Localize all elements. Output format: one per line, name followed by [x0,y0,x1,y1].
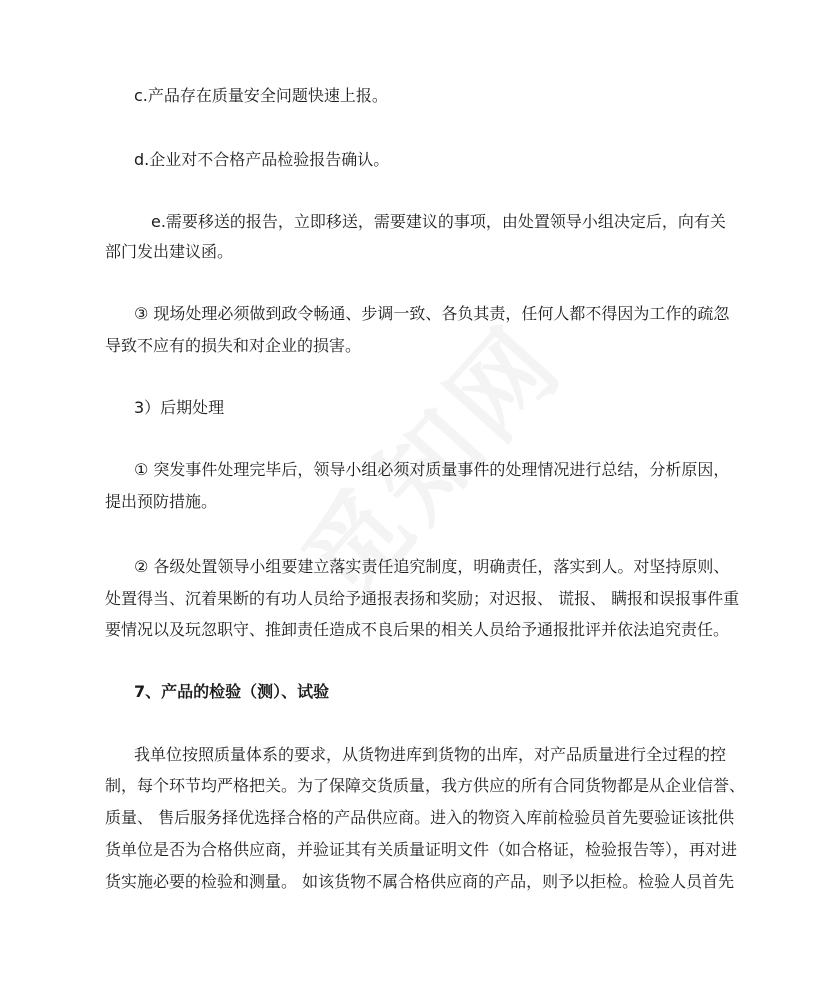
item-d: d.企业对不合格产品检验报告确认。 [134,150,390,169]
paragraph-line-5: 货实施必要的检验和测量。 如该货物不属合格供应商的产品，则予以拒检。检验人员首先 [105,872,735,891]
paragraph-line-2: 制，每个环节均严格把关。为了保障交货质量，我方供应的所有合同货物都是从企业信誉、 [105,776,746,795]
paragraph-line-1: 我单位按照质量体系的要求，从货物进库到货物的出库，对产品质量进行全过程的控 [134,745,727,764]
item-1-line-2: 提出预防措施。 [105,492,218,511]
item-2-line-3: 要情况以及玩忽职守、推卸责任造成不良后果的相关人员给予通报批评并依法追究责任。 [105,620,730,639]
item-3-line-2: 导致不应有的损失和对企业的损害。 [105,336,362,355]
item-e-line-2: 部门发出建议函。 [105,242,234,261]
item-c: c.产品存在质量安全问题快速上报。 [134,86,388,105]
item-2-line-2: 处置得当、沉着果断的有功人员给予通报表扬和奖励；对迟报、 谎报、 瞒报和误报事件重 [105,589,740,608]
section-heading-7: 7、产品的检验（测）、试验 [134,682,330,701]
subheading-post-processing: 3）后期处理 [134,398,225,417]
item-2-line-1: ② 各级处置领导小组要建立落实责任追究制度，明确责任，落实到人。对坚持原则、 [134,557,730,576]
item-e-line-1: e.需要移送的报告，立即移送，需要建议的事项，由处置领导小组决定后，向有关 [151,212,726,231]
paragraph-line-3: 质量、 售后服务择优选择合格的产品供应商。进入的物资入库前检验员首先要验证该批供 [105,808,735,827]
paragraph-line-4: 货单位是否为合格供应商，并验证其有关质量证明文件（如合格证，检验报告等），再对进 [105,840,738,859]
item-3-line-1: ③ 现场处理必须做到政令畅通、步调一致、各负其责，任何人都不得因为工作的疏忽 [134,304,730,323]
item-1-line-1: ① 突发事件处理完毕后，领导小组必须对质量事件的处理情况进行总结，分析原因， [134,460,730,479]
